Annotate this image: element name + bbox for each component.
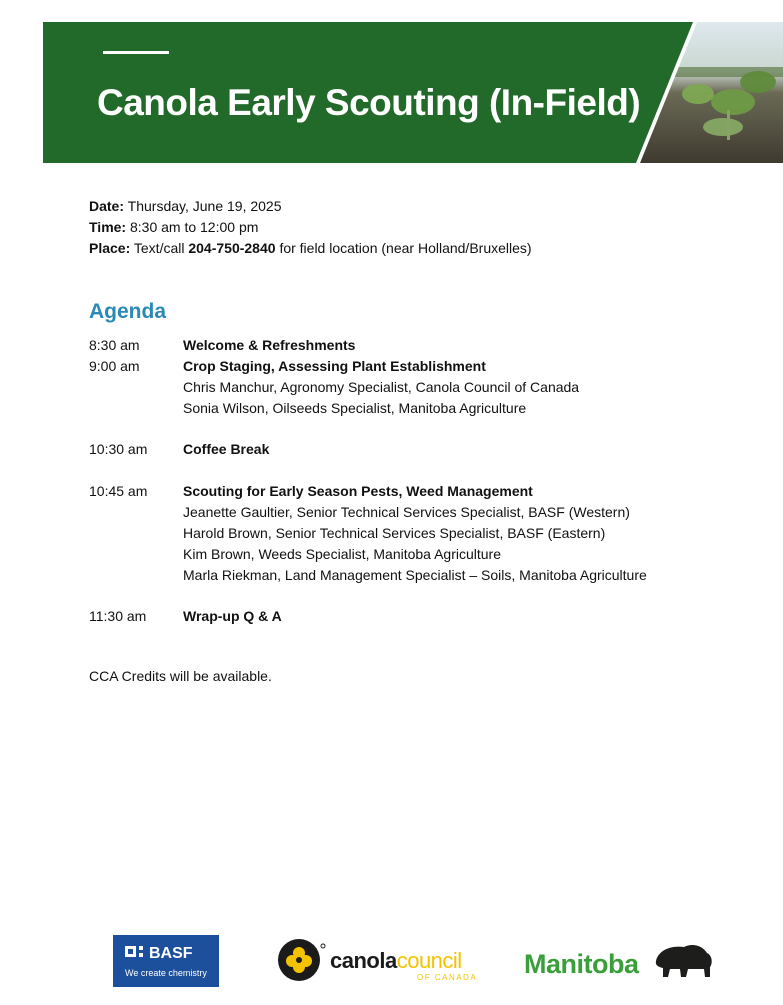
header-banner xyxy=(43,22,783,163)
speaker: Jeanette Gaultier, Senior Technical Services Specialist, BASF (Western) xyxy=(183,504,630,520)
agenda-title: Wrap-up Q & A xyxy=(183,608,282,624)
svg-text:canolacouncil: canolacouncil xyxy=(330,948,462,973)
agenda-title: Scouting for Early Season Pests, Weed Management xyxy=(183,483,533,499)
page-title: Canola Early Scouting (In-Field) xyxy=(97,82,641,123)
speaker: Marla Riekman, Land Management Specialist – Soils, Manitoba Agriculture xyxy=(183,567,647,583)
agenda-time: 8:30 am xyxy=(89,337,140,353)
banner-accent-line xyxy=(103,51,169,54)
svg-text:BASF: BASF xyxy=(149,945,193,962)
speaker: Harold Brown, Senior Technical Services Specialist, BASF (Eastern) xyxy=(183,525,606,541)
agenda-heading: Agenda xyxy=(89,300,167,323)
cca-credits-note: CCA Credits will be available. xyxy=(89,668,272,684)
date-line: Date: Thursday, June 19, 2025 xyxy=(89,198,282,214)
speaker: Chris Manchur, Agronomy Specialist, Canola Council of Canada xyxy=(183,379,580,395)
bison-icon xyxy=(656,945,712,977)
phone-number: 204-750-2840 xyxy=(188,240,276,256)
svg-text:OF CANADA: OF CANADA xyxy=(417,973,477,982)
svg-text:Manitoba: Manitoba xyxy=(524,949,639,979)
basf-logo xyxy=(113,935,219,992)
event-details xyxy=(89,196,532,259)
agenda-time: 10:45 am xyxy=(89,483,148,499)
speaker: Kim Brown, Weeds Specialist, Manitoba Agriculture xyxy=(183,546,501,562)
speaker: Sonia Wilson, Oilseeds Specialist, Manitoba Agriculture xyxy=(183,400,527,416)
canola-council-logo xyxy=(277,938,477,989)
time-line: Time: 8:30 am to 12:00 pm xyxy=(89,219,259,235)
agenda-time: 10:30 am xyxy=(89,441,148,457)
agenda-title: Crop Staging, Assessing Plant Establishment xyxy=(183,358,486,374)
agenda-title: Welcome & Refreshments xyxy=(183,337,356,353)
agenda-time: 11:30 am xyxy=(89,608,147,624)
manitoba-logo xyxy=(524,937,716,988)
place-line: Place: Text/call 204-750-2840 for field location (near Holland/Bruxelles) xyxy=(89,240,532,256)
agenda-title: Coffee Break xyxy=(183,441,270,457)
svg-text:We create chemistry: We create chemistry xyxy=(125,968,207,978)
agenda-time: 9:00 am xyxy=(89,358,140,374)
